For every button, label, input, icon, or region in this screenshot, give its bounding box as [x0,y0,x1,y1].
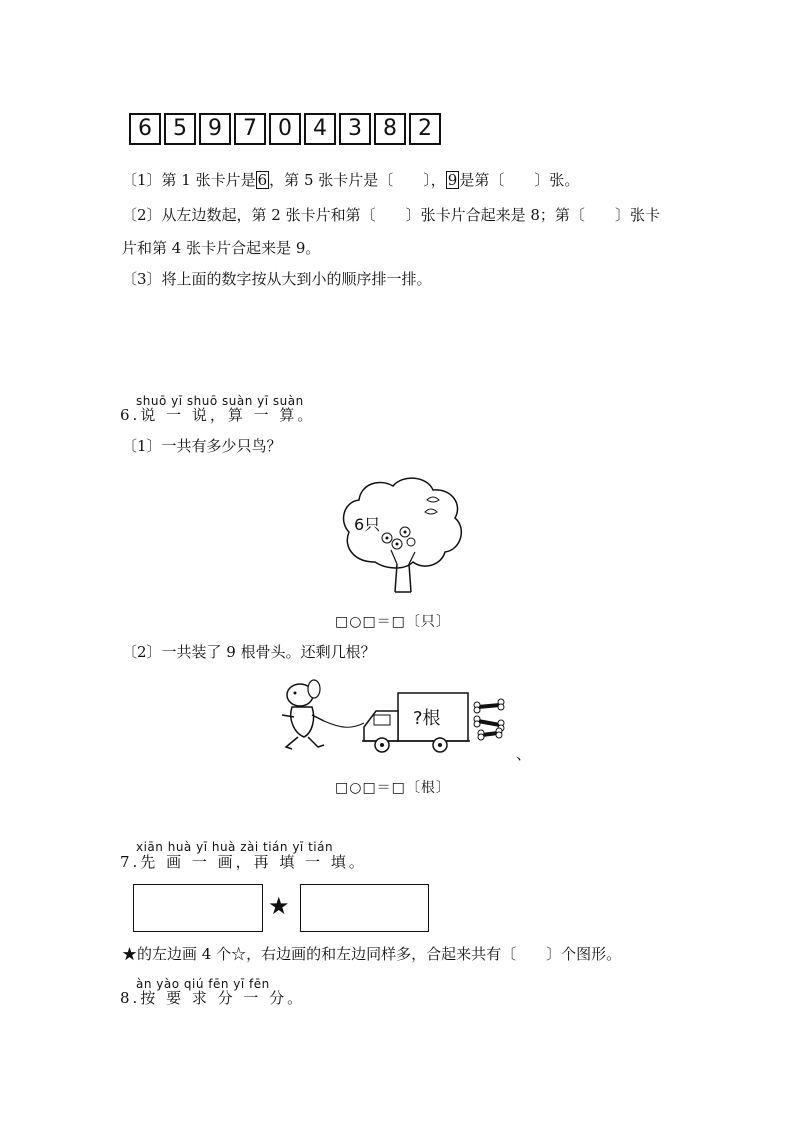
q5-part2-line2: 片和第 4 张卡片合起来是 9。 [122,239,321,257]
tree-illustration [335,470,475,600]
stray-mark: 、 [516,745,532,763]
number-card: 7 [234,113,266,145]
q5-part1-text-b: ，第 5 张卡片是〔 〕， [269,171,446,189]
q7-title: 7.先 画 一 画，再 填 一 填。 [120,853,367,871]
star-icon: ★ [268,892,290,920]
number-card: 9 [199,113,231,145]
number-card: 3 [339,113,371,145]
q6-part1: 〔1〕一共有多少只鸟？ [122,437,282,455]
equation-birds: □○□＝□〔只〕 [335,614,451,630]
q5-part1-text-c: 是第〔 〕张。 [459,171,580,189]
equation-bones: □○□＝□〔根〕 [335,780,451,796]
truck-bone-count-label: ?根 [413,708,441,729]
inline-card-box: 6 [257,171,268,189]
number-card: 0 [269,113,301,145]
q7-instruction: ★的左边画 4 个☆，右边画的和左边同样多，合起来共有〔 〕个图形。 [122,945,622,963]
number-card: 5 [164,113,196,145]
q5-part3: 〔3〕将上面的数字按从大到小的顺序排一排。 [122,270,432,288]
inline-card-box: 9 [447,171,458,189]
dog-illustration [282,680,364,749]
q5-part1 [122,170,579,190]
left-drawing-box[interactable] [133,884,263,932]
number-card: 2 [409,113,441,145]
number-card: 4 [304,113,336,145]
q8-title: 8.按 要 求 分 一 分。 [120,989,306,1007]
right-drawing-box[interactable] [300,884,429,932]
q6-pinyin: shuō yī shuō suàn yī suàn [136,394,304,408]
q5-part1-text-a: 〔1〕第 1 张卡片是 [122,171,256,189]
number-cards-row [129,113,444,145]
q7-pinyin: xiān huà yī huà zài tián yī tián [136,840,334,854]
number-card: 6 [129,113,161,145]
bone-icon [474,699,504,740]
number-card: 8 [374,113,406,145]
q6-part2: 〔2〕一共装了 9 根骨头。还剩几根？ [122,643,376,661]
q6-title: 6.说 一 说，算 一 算。 [120,406,316,424]
tree-bird-count-label: 6只 [354,515,381,534]
dog-truck-illustration [272,675,512,765]
q8-pinyin: àn yào qiú fēn yī fēn [136,977,270,991]
q5-part2-line1: 〔2〕从左边数起，第 2 张卡片和第〔 〕张卡片合起来是 8；第〔 〕张卡 [122,206,660,224]
